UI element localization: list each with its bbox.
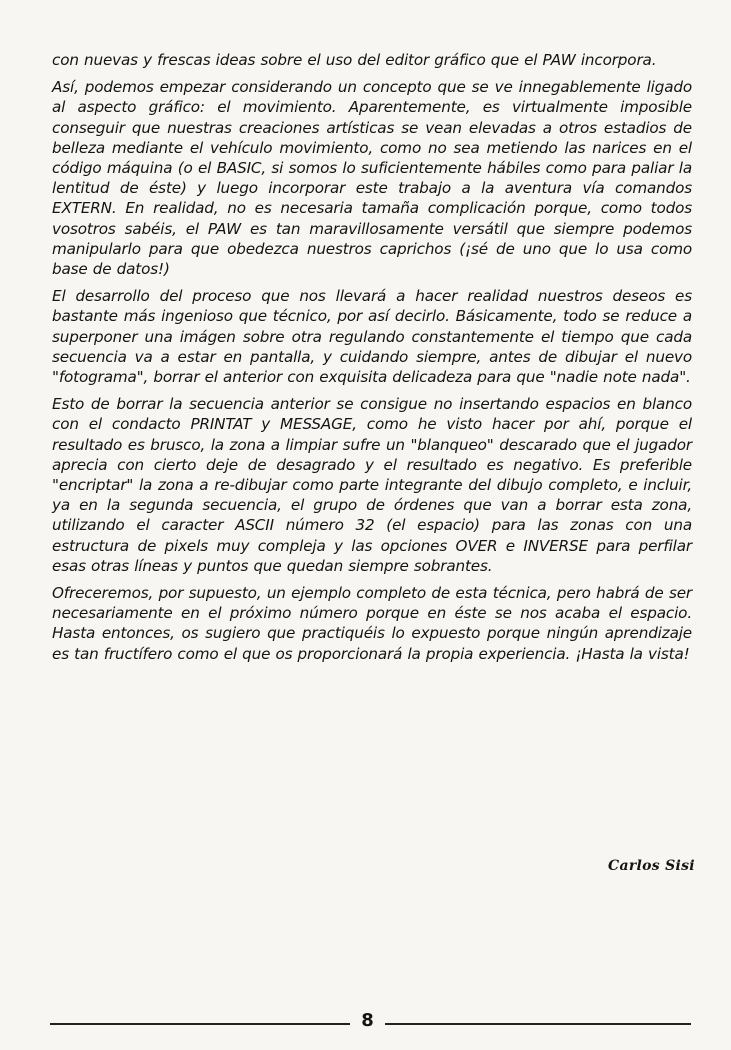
article-body	[52, 50, 692, 671]
paragraph-4: Esto de borrar la secuencia anterior se consigue no insertando espacios en blanco con el condacto PRINTAT y MESSAGE, como he visto hacer por ahí, porque el resultado es brusco, la zona a limpiar sufre un "blanqueo" descarado que el jugador aprecia con cierto deje de desagrado y el resultado es negativo. Es preferible "encriptar" la zona a re-dibujar como parte integrante del dibujo completo, e incluir, ya en la segunda secuencia, el grupo de órdenes que van a borrar esta zona, utilizando el caracter ASCII número 32 (el espacio) para las zonas con una estructura de pixels muy compleja y las opciones OVER e INVERSE para perfilar esas otras líneas y puntos que quedan siempre sobrantes.	[52, 395, 692, 575]
footer-rule-left	[50, 1023, 350, 1025]
page-number: 8	[361, 1010, 374, 1031]
paragraph-3: El desarrollo del proceso que nos llevará a hacer realidad nuestros deseos es bastante más ingenioso que técnico, por así decirlo. Básicamente, todo se reduce a superponer una imágen sobre otra regulando constantemente el tiempo que cada secuencia va a estar en pantalla, y cuidando siempre, antes de dibujar el nuevo "fotograma", borrar el anterior con exquisita delicadeza para que "nadie note nada".	[52, 287, 692, 387]
paragraph-1: con nuevas y frescas ideas sobre el uso del editor gráfico que el PAW incorpora.	[52, 51, 657, 69]
page-footer	[50, 1010, 691, 1034]
author-signature: Carlos Sisi	[608, 858, 695, 874]
paragraph-5: Ofreceremos, por supuesto, un ejemplo completo de esta técnica, pero habrá de ser necesariamente en el próximo número porque en éste se nos acaba el espacio. Hasta entonces, os sugiero que practiquéis lo expuesto porque ningún aprendizaje es tan fructífero como el que os proporcionará la propia experiencia. ¡Hasta la vista!	[52, 584, 692, 663]
footer-rule-right	[385, 1023, 691, 1025]
paragraph-2: Así, podemos empezar considerando un concepto que se ve innegablemente ligado al aspecto gráfico: el movimiento. Aparentemente, es virtualmente imposible conseguir que nuestras creaciones artísticas se vean elevadas a otros estadios de belleza mediante el vehículo movimiento, como no sea metiendo las narices en el código máquina (o el BASIC, si somos lo suficientemente hábiles como para paliar la lentitud de éste) y luego incorporar este trabajo a la aventura vía comandos EXTERN. En realidad, no es necesaria tamaña complicación porque, como todos vosotros sabéis, el PAW es tan maravillosamente versátil que siempre podemos manipularlo para que obedezca nuestros caprichos (¡sé de uno que lo usa como base de datos!)	[52, 78, 692, 279]
